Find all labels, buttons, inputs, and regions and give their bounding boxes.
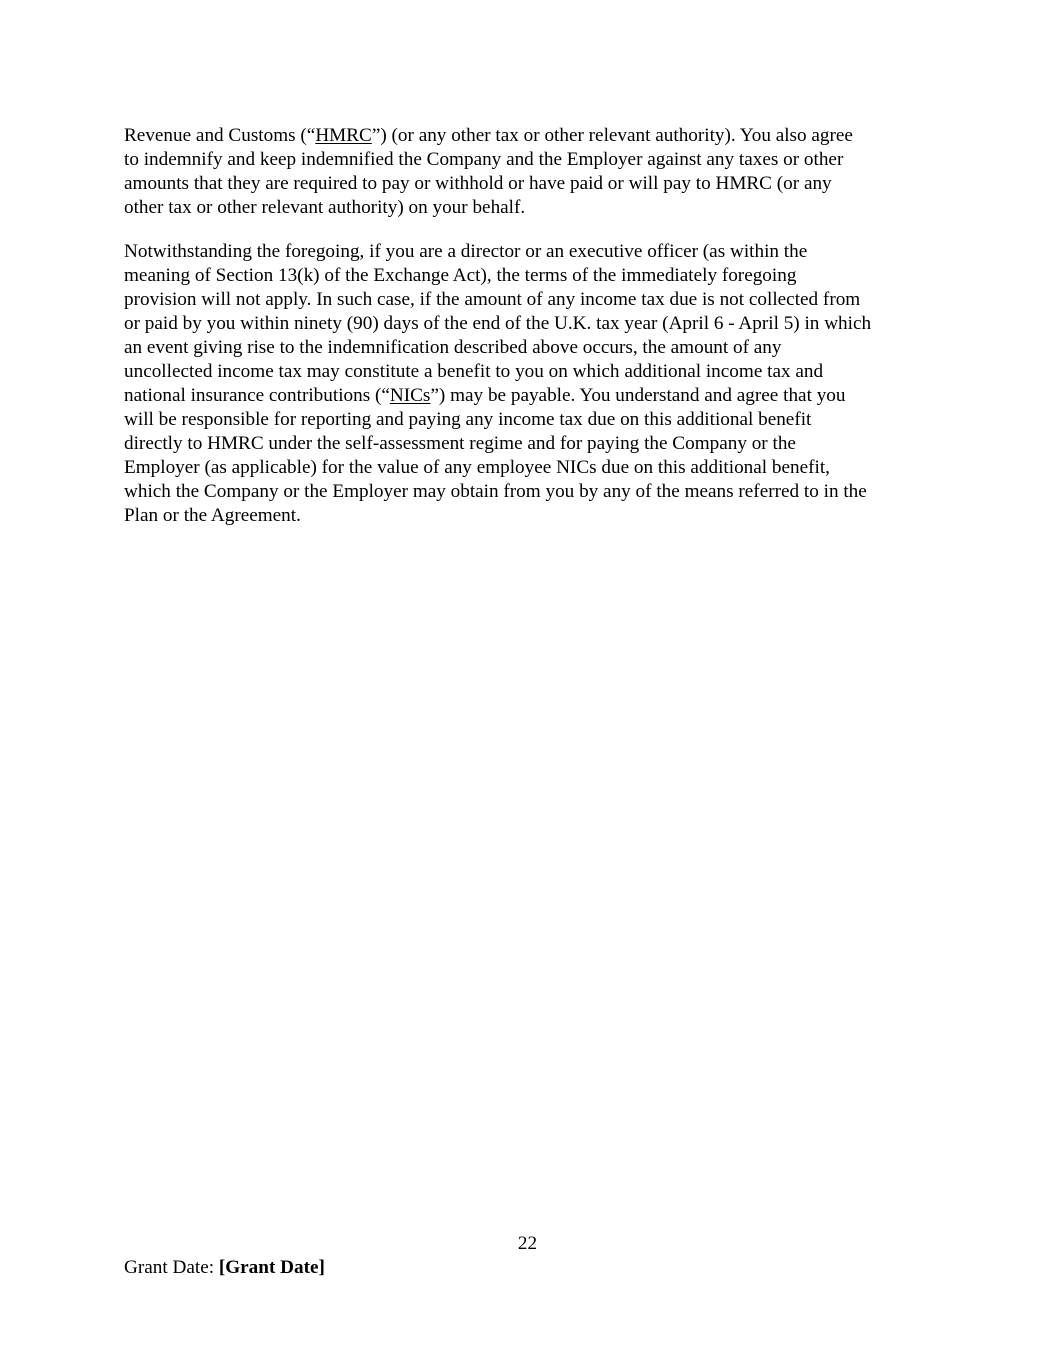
paragraph-director-exception	[124, 240, 936, 528]
text-line: meaning of Section 13(k) of the Exchange Act), the terms of the immediately foregoing	[124, 265, 797, 286]
footer-label: Grant Date:	[124, 1257, 219, 1278]
text-line: directly to HMRC under the self-assessment regime and for paying the Company or the	[124, 433, 796, 454]
text-line: Plan or the Agreement.	[124, 505, 301, 526]
text-line	[124, 384, 936, 408]
defined-term-hmrc: HMRC	[315, 125, 372, 146]
text-line: provision will not apply. In such case, if the amount of any income tax due is not collected from	[124, 289, 861, 310]
text-line: or paid by you within ninety (90) days of the end of the U.K. tax year (April 6 - April 5) in which	[124, 313, 872, 334]
text-line	[124, 124, 936, 148]
text-line: other tax or other relevant authority) on your behalf.	[124, 197, 526, 218]
text-line: Employer (as applicable) for the value of any employee NICs due on this additional benefit,	[124, 457, 830, 478]
text-line: an event giving rise to the indemnification described above occurs, the amount of any	[124, 337, 782, 358]
page-number: 22	[517, 1233, 538, 1254]
text-segment: ”) (or any other tax or other relevant authority). You also agree	[371, 125, 853, 146]
document-body	[124, 124, 936, 548]
text-line: Notwithstanding the foregoing, if you are a director or an executive officer (as within the	[124, 241, 808, 262]
text-line: uncollected income tax may constitute a benefit to you on which additional income tax and	[124, 361, 824, 382]
text-line: will be responsible for reporting and paying any income tax due on this additional benefit	[124, 409, 812, 430]
defined-term-nics: NICs	[389, 385, 431, 406]
footer-grant-date	[124, 1256, 325, 1280]
text-line: amounts that they are required to pay or withhold or have paid or will pay to HMRC (or any	[124, 173, 832, 194]
text-line: to indemnify and keep indemnified the Company and the Employer against any taxes or other	[124, 149, 844, 170]
footer-value: [Grant Date]	[218, 1257, 325, 1278]
paragraph-hmrc-indemnity	[124, 124, 936, 220]
text-line: which the Company or the Employer may obtain from you by any of the means referred to in the	[124, 481, 867, 502]
text-segment: Revenue and Customs (“	[124, 125, 316, 146]
text-segment: ”) may be payable. You understand and agree that you	[430, 385, 846, 406]
text-segment: national insurance contributions (“	[124, 385, 390, 406]
